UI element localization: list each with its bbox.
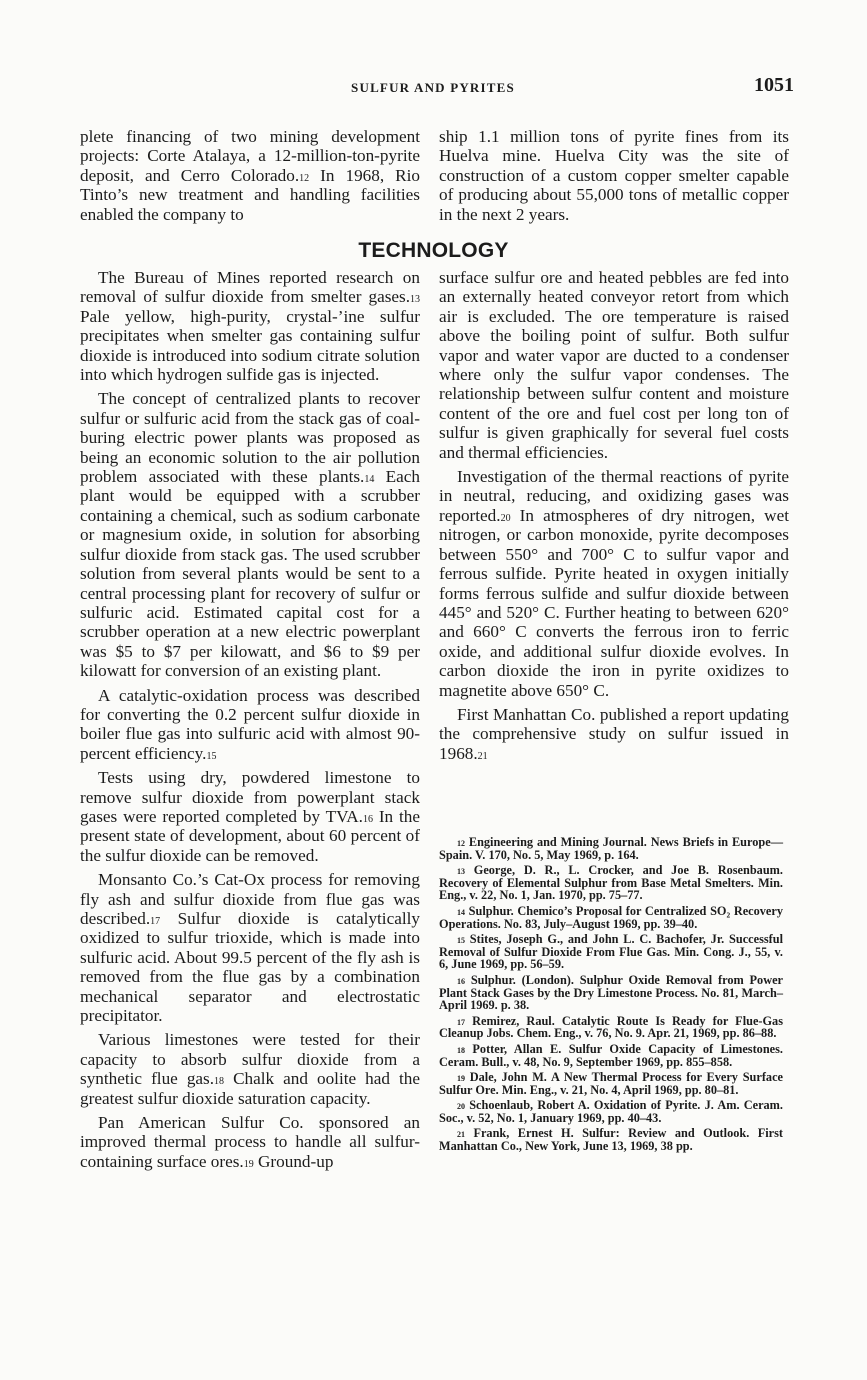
paragraph bbox=[80, 686, 420, 764]
footnote bbox=[439, 836, 783, 861]
text-run: Various limestones were tested for their capacity to absorb sulfur dioxide from a synthetic flue gas. bbox=[80, 1030, 420, 1089]
paragraph bbox=[439, 467, 789, 700]
footnote-text: Remirez, Raul. Catalytic Route Is Ready for Flue-Gas Cleanup Jobs. Chem. Eng., v. 76, No. 9. Apr. 21, 1969, pp. 86–88. bbox=[439, 1013, 783, 1041]
footnote-text: Sulphur. (London). Sulphur Oxide Removal from Power Plant Stack Gases by the Dry Limestone Process. No. 81, March–April 1969. p. 38. bbox=[439, 972, 783, 1013]
footnote-text: Sulphur. Chemico’s Proposal for Centralized SO₂ Recovery Operations. No. 83, July–August 1969, pp. 39–40. bbox=[439, 903, 783, 931]
footnote-text: Engineering and Mining Journal. News Briefs in Europe—Spain. V. 170, No. 5, May 1969, p. 164. bbox=[439, 835, 783, 862]
footnote bbox=[439, 1127, 783, 1152]
footnote-number: 20 bbox=[457, 1102, 465, 1112]
paragraph bbox=[80, 870, 420, 1025]
footnote-text: Stites, Joseph G., and John L. C. Bachofer, Jr. Successful Removal of Sulfur Dioxide From Flue Gas. Min. Cong. J., 55, v. 6, June 1969, pp. 56–59. bbox=[439, 932, 783, 972]
footnote-number: 14 bbox=[457, 907, 465, 917]
text-run: The Bureau of Mines reported research on removal of sulfur dioxide from smelter gases. bbox=[80, 268, 420, 307]
footnote bbox=[439, 1099, 783, 1124]
section-heading: TECHNOLOGY bbox=[358, 239, 509, 262]
footnote-ref: 17 bbox=[150, 916, 161, 927]
footnote bbox=[439, 1043, 783, 1068]
footnote-ref: 19 bbox=[243, 1158, 254, 1170]
footnote-text: George, D. R., L. Crocker, and Joe B. Rosenbaum. Recovery of Elemental Sulphur from Base Metal Smelters. Min. Eng., v. 22, No. 1, Jan. 1970, pp. 75–77. bbox=[439, 863, 783, 903]
footnote-text: Dale, John M. A New Thermal Process for Every Surface Sulfur Ore. Min. Eng., v. 21, No. 4, April 1969, pp. 80–81. bbox=[439, 1070, 783, 1097]
text-run: The concept of centralized plants to recover sulfur or sulfuric acid from the stack gas of coal-buring electric power plants was proposed as being an economic solution to the air pollution problem associated with these plants. bbox=[80, 389, 420, 487]
top-right-paragraph bbox=[439, 127, 789, 224]
footnote-number: 18 bbox=[457, 1045, 465, 1055]
text-run: A catalytic-oxidation process was described for converting the 0.2 percent sulfur dioxide in boiler flue gas into sulfuric acid with almost 90-percent efficiency. bbox=[80, 685, 420, 763]
paragraph bbox=[80, 1113, 420, 1171]
paragraph: ship 1.1 million tons of pyrite fines from its Huelva mine. Huelva City was the site of construction of a custom copper smelter capable of producing about 55,000 tons of metallic copper in the next 2 years. bbox=[439, 127, 789, 224]
footnote bbox=[439, 1015, 783, 1040]
footnote-ref: 18 bbox=[214, 1076, 225, 1088]
text-run: Ground-up bbox=[253, 1151, 334, 1171]
footnote-number: 12 bbox=[457, 839, 465, 848]
footnote bbox=[439, 933, 783, 971]
page-number: 1051 bbox=[754, 74, 794, 96]
running-title: SULFUR AND PYRITES bbox=[351, 80, 515, 95]
footnote-ref: 14 bbox=[364, 474, 375, 486]
text-run: First Manhattan Co. published a report updating the comprehensive study on sulfur issued in 1968. bbox=[439, 704, 789, 763]
page-header bbox=[72, 74, 794, 104]
footnote-number: 16 bbox=[457, 976, 465, 986]
footnote bbox=[439, 905, 783, 930]
footnote-number: 15 bbox=[457, 936, 465, 946]
footnote-ref: 20 bbox=[500, 512, 511, 524]
text-run: Pan American Sulfur Co. sponsored an improved thermal process to handle all sulfur-containing surface ores. bbox=[80, 1113, 420, 1171]
footnote-number: 21 bbox=[457, 1130, 465, 1140]
footnote-ref: 12 bbox=[299, 172, 310, 184]
paragraph bbox=[80, 768, 420, 865]
paragraph: surface sulfur ore and heated pebbles are fed into an externally heated conveyor retort from which air is excluded. The ore temperature is raised above the boiling point of sulfur. Both sulfur vapor and water vapor are ducted to a condenser where only the sulfur vapor condenses. The relationship between sulfur content and moisture content of the ore and fuel cost per long ton of sulfur is given graphically for several fuel costs and thermal efficiencies. bbox=[439, 268, 789, 462]
text-run: Each plant would be equipped with a scrubber containing a chemical, such as sodium carbonate or magnesium oxide, in solution for absorbing sulfur dioxide from stack gas. The used scrubber solution from several plants would be sent to a central processing plant for recovery of sulfur or sulfuric acid. Estimated capital cost for a scrubber operation at a new electric powerplant was $5 to $7 per kilowatt, and $6 to $9 per kilowatt for conversion of an existing plant. bbox=[80, 467, 420, 681]
left-column bbox=[80, 268, 420, 1171]
text-run: In atmospheres of dry nitrogen, wet nitrogen, or carbon monoxide, pyrite decomposes between 550° and 700° C to sulfur vapor and ferrous sulfide. Pyrite heated in oxygen initially forms ferrous sulfide and sulfur dioxide between 445° and 520° C. Further heating to between 620° and 660° C converts the ferrous iron to ferric oxide, and additional sulfur dioxide evolves. In carbon dioxide the iron in pyrite oxidizes to magnetite above 650° C. bbox=[439, 505, 789, 700]
footnote bbox=[439, 974, 783, 1012]
footnote-ref: 21 bbox=[477, 750, 488, 762]
text-run: plete financing of two mining development projects: Corte Atalaya, a 12-million-ton-pyrite deposit, and Cerro Colorado. bbox=[80, 127, 420, 185]
text-run: Tests using dry, powdered limestone to remove sulfur dioxide from powerplant stack gases were reported completed by TVA. bbox=[80, 768, 420, 826]
text-run: In 1968, Rio Tinto’s new treatment and handling facilities enabled the company to bbox=[80, 165, 420, 224]
text-run: In the present state of development, about 60 percent of the sulfur dioxide can be removed. bbox=[80, 806, 420, 865]
footnote bbox=[439, 864, 783, 902]
paragraph bbox=[80, 1030, 420, 1108]
footnote-number: 13 bbox=[457, 867, 465, 877]
footnote-text: Frank, Ernest H. Sulfur: Review and Outlook. First Manhattan Co., New York, June 13, 1969, 38 pp. bbox=[439, 1126, 783, 1154]
footnote-number: 19 bbox=[457, 1074, 465, 1084]
right-column bbox=[439, 268, 789, 763]
text-run: Monsanto Co.’s Cat-Ox process for removing fly ash and sulfur dioxide from flue gas was described. bbox=[80, 870, 420, 928]
paragraph bbox=[439, 705, 789, 763]
paragraph bbox=[80, 389, 420, 680]
footnotes bbox=[439, 836, 783, 1156]
text-run: Sulfur dioxide is catalytically oxidized to sulfur trioxide, which is made into sulfuric acid. About 99.5 percent of the fly ash is removed from the flue gas by a combination mechanical separator and electrostatic precipitator. bbox=[80, 909, 420, 1026]
footnote-text: Potter, Allan E. Sulfur Oxide Capacity of Limestones. Ceram. Bull., v. 48, No. 9, September 1969, pp. 855–858. bbox=[439, 1041, 783, 1069]
text-run: Chalk and oolite had the greatest sulfur dioxide saturation capacity. bbox=[80, 1069, 421, 1108]
text-run: Pale yellow, high-purity, crystal-’ine sulfur precipitates when smelter gas containing sulfur dioxide is introduced into sodium citrate solution into which hydrogen sulfide gas is injected. bbox=[80, 306, 420, 385]
footnote-ref: 15 bbox=[206, 750, 217, 762]
footnote-text: Schoenlaub, Robert A. Oxidation of Pyrite. J. Am. Ceram. Soc., v. 52, No. 1, January 1969, pp. 40–43. bbox=[439, 1098, 783, 1125]
footnote-ref: 13 bbox=[410, 294, 420, 306]
footnote bbox=[439, 1071, 783, 1096]
paragraph bbox=[80, 268, 420, 384]
footnote-ref: 16 bbox=[362, 813, 373, 825]
text-run: Investigation of the thermal reactions of pyrite in neutral, reducing, and oxidizing gases was reported. bbox=[439, 467, 789, 525]
top-left-paragraph bbox=[80, 127, 420, 224]
footnote-number: 17 bbox=[457, 1017, 465, 1027]
